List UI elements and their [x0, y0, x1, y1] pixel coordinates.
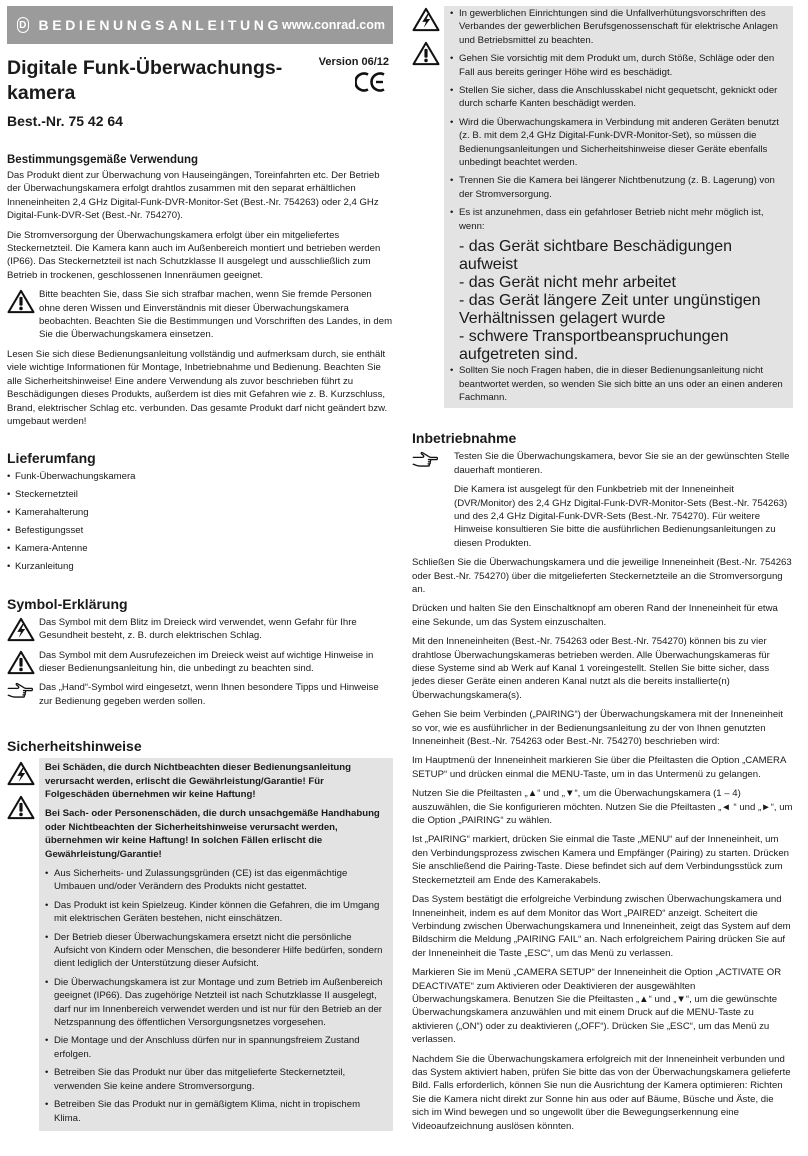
- list-item: • Das Produkt ist kein Spielzeug. Kinder können die Gefahren, die im Umgang mit elektrischen Geräten bestehen, nicht einschätzen.: [45, 899, 387, 926]
- list-item: • Wird die Überwachungskamera in Verbindung mit anderen Geräten benutzt (z. B. mit dem 2,4 GHz Digital-Funk-DVR-Monitor-Set), so müssen die Bedienungsanleitungen und Sicherheitshinweise dieser Geräte ebenfalls unbedingt beachtet werden.: [450, 116, 787, 170]
- symbol-hand-text: Das „Hand“-Symbol wird eingesetzt, wenn Ihnen besondere Tipps und Hinweise zur Bedienung gegeben werden sollen.: [39, 682, 379, 707]
- version-label: Version 06/12: [318, 56, 389, 68]
- header-url: www.conrad.com: [281, 18, 385, 32]
- order-number: Best.-Nr. 75 42 64: [7, 113, 123, 129]
- list-item: - schwere Transportbeanspruchungen aufgetreten sind.: [459, 328, 729, 364]
- condition-list: [450, 238, 787, 364]
- safety-list: [450, 364, 787, 404]
- symbol-exclamation-text: Das Symbol mit dem Ausrufezeichen im Dreieck weist auf wichtige Hinweise in dieser Bedienungsanleitung hin, die unbedingt zu beachten sind.: [39, 649, 374, 674]
- title-row: [7, 56, 393, 106]
- exclamation-warning-icon: [7, 795, 35, 820]
- safety-continued: [412, 6, 793, 408]
- startup-paragraph: Drücken und halten Sie den Einschaltknopf am oberen Rand der Inneneinheit für etwa eine Sekunde, um das System einzuschalten.: [412, 603, 778, 628]
- list-item: • Die Überwachungskamera ist zur Montage und zum Betrieb im Außenbereich geeignet (IP66). Das zugehörige Netzteil ist nach Schutzklasse II ausgelegt, darf nur im Innenbereich verwendet werden und ist nur für den Betrieb an der Netzspannung des öffentlichen Versorgungsnetzes vorgesehen.: [45, 976, 387, 1030]
- list-item: - das Gerät längere Zeit unter ungünstigen Verhältnissen gelagert wurde: [459, 292, 761, 328]
- startup-tip: [412, 450, 793, 556]
- intended-use-paragraph: Lesen Sie sich diese Bedienungsanleitung vollständig und aufmerksam durch, sie enthält viele wichtige Informationen für Montage, Inbetriebnahme und Bedienung. Beachten Sie alle Sicherheitshinweise! Eine andere Verwendung als zuvor beschrieben führt zu Beschädigungen dieses Produkts, außerdem ist dies mit Gefahren wie z. B. Kurzschluss, Brand, elektrischer Schlag etc. verbunden. Das gesamte Produkt darf nicht geändert bzw. umgebaut werden!: [7, 348, 388, 427]
- pointing-hand-icon: [412, 451, 438, 469]
- language-badge: D: [17, 17, 29, 33]
- privacy-warning: [7, 288, 393, 348]
- exclamation-warning-icon: [412, 41, 440, 66]
- list-item: • Aus Sicherheits- und Zulassungsgründen (CE) ist das eigenmächtige Umbauen und/oder Verändern des Produkts nicht gestattet.: [45, 867, 387, 894]
- document-title: Digitale Funk-Überwachungs-kamera: [7, 57, 283, 104]
- list-item: • Kamerahalterung: [7, 506, 393, 519]
- list-item: • Befestigungsset: [7, 524, 393, 537]
- safety-bold-note: Bei Sach- oder Personenschäden, die durch unsachgemäße Handhabung oder Nichtbeachten der Sicherheitshinweise verursacht werden, übernehmen wir keine Haftung! In solchen Fällen erlischt die Gewährleistung/Garantie!: [45, 808, 380, 860]
- list-item: - das Gerät sichtbare Beschädigungen aufweist: [459, 238, 733, 274]
- header-bar: [7, 6, 393, 44]
- ce-mark-icon: [355, 71, 387, 93]
- list-item: - das Gerät nicht mehr arbeitet: [459, 274, 676, 292]
- startup-paragraph: Nutzen Sie die Pfeiltasten „▲“ und „▼“, um die Überwachungskamera (1 – 4) auszuwählen, die Sie konfigurieren möchten. Nutzen Sie die Pfeiltasten „◄ “ und „►“, um die Option „PAIRING“ zu wählen.: [412, 788, 793, 827]
- list-item: • Kurzanleitung: [7, 560, 393, 573]
- list-item: • Gehen Sie vorsichtig mit dem Produkt um, durch Stöße, Schläge oder den Fall aus bereits geringer Höhe wird es beschädigt.: [450, 52, 787, 79]
- delivery-heading: Lieferumfang: [7, 450, 96, 467]
- lightning-warning-icon: [7, 761, 35, 786]
- header-title: BEDIENUNGSANLEITUNG: [38, 17, 282, 33]
- symbol-hand-row: [7, 681, 393, 714]
- list-item: • Der Betrieb dieser Überwachungskamera ersetzt nicht die persönliche Aufsicht von Kindern oder Menschen, die besonderer Hilfe bedürfen, sondern dient lediglich der Unterstützung dieser Aufsicht.: [45, 931, 387, 971]
- exclamation-warning-icon: [7, 650, 35, 675]
- safety-list: [450, 7, 787, 233]
- intended-use-heading: Bestimmungsgemäße Verwendung: [7, 154, 199, 166]
- startup-paragraph: Schließen Sie die Überwachungskamera und die jeweilige Inneneinheit (Best.-Nr. 754263 oder Best.-Nr. 754270) über die mitgelieferten Steckernetzteile an die Stromversorgung an.: [412, 557, 792, 595]
- startup-paragraph: Im Hauptmenü der Inneneinheit markieren Sie über die Pfeiltasten die Option „CAMERA SETUP“ und drücken einmal die MENU-Taste, um in das Untermenü zu gelangen.: [412, 755, 786, 780]
- safety-notes-continued: [444, 6, 793, 408]
- symbol-exclamation-row: [7, 649, 393, 682]
- list-item: • Die Montage und der Anschluss dürfen nur in spannungsfreiem Zustand erfolgen.: [45, 1034, 387, 1061]
- list-item: • Betreiben Sie das Produkt nur über das mitgelieferte Steckernetzteil, verwenden Sie keine andere Stromversorgung.: [45, 1066, 387, 1093]
- list-item: • Stellen Sie sicher, dass die Anschlusskabel nicht gequetscht, geknickt oder durch scharfe Kanten beschädigt werden.: [450, 84, 787, 111]
- startup-paragraph: Ist „PAIRING“ markiert, drücken Sie einmal die Taste „MENU“ auf der Inneneinheit, um den Verbindungsprozess zwischen Kamera und Empfänger (Pairing) zu starten. Drücken Sie anschließend die Pairing-Taste. Diese befindet sich auf dem Verbindungsstück zum Steckernetzteil am Ende des Kamerakabels.: [412, 834, 790, 886]
- symbols-heading: Symbol-Erklärung: [7, 595, 128, 612]
- list-item: • Betreiben Sie das Produkt nur in gemäßigtem Klima, nicht in tropischem Klima.: [45, 1098, 387, 1125]
- pointing-hand-icon: [7, 682, 33, 700]
- startup-tip-text: Testen Sie die Überwachungskamera, bevor Sie sie an der gewünschten Stelle dauerhaft montieren.: [454, 451, 790, 476]
- exclamation-warning-icon: [7, 289, 35, 314]
- symbol-lightning-row: [7, 616, 393, 649]
- right-column: [412, 6, 793, 1139]
- list-item: • Steckernetzteil: [7, 488, 393, 501]
- startup-paragraph: Gehen Sie beim Verbinden („PAIRING“) der Überwachungskamera mit der Inneneinheit so vor, wie es ausführlicher in der Bedienungsanleitung zu der von Ihnen genutzten Inneneinheit (Best.-Nr. 754263 oder Best.-Nr. 754270) beschrieben wird:: [412, 709, 783, 748]
- left-column: [7, 6, 393, 1131]
- lightning-warning-icon: [412, 7, 440, 32]
- intended-use-paragraph: Die Stromversorgung der Überwachungskamera erfolgt über ein mitgeliefertes Steckernetzteil. Die Kamera kann auch im Außenbereich montiert und betrieben werden (IP66). Das Steckernetzteil ist nach Schutzklasse II ausgelegt und ausschließlich zum Betrieb in trockenen, geschlossenen Innenräumen geeignet.: [7, 229, 381, 281]
- list-item: • Funk-Überwachungskamera: [7, 470, 393, 483]
- startup-paragraph: Mit den Inneneinheiten (Best.-Nr. 754263 oder Best.-Nr. 754270) können bis zu vier drahtlose Überwachungskameras betrieben werden. Alle Überwachungskameras für diese Systeme sind ab Werk auf Kanal 1 voreingestellt. Stellen Sie bitte sicher, dass jedes dieser Geräte einen anderen Kanal nutzt als die bereits installierte(n) Überwachungskamera(s).: [412, 636, 770, 701]
- list-item: • Kamera-Antenne: [7, 542, 393, 555]
- startup-paragraph: Markieren Sie im Menü „CAMERA SETUP“ der Inneneinheit die Option „ACTIVATE OR DEACTIVATE“ zum Aktivieren oder Deaktivieren der ausgewählten Überwachungskamera. Benutzen Sie die Pfeiltasten „▲“ und „▼“, um die gewünschte Überwachungskamera anzuwählen und mit einem Druck auf die MENU-Taste zu aktivieren („ON“) oder zu deaktivieren („OFF“). Drücken Sie „ESC“, um das Menü zu verlassen.: [412, 967, 782, 1046]
- list-item: • Sollten Sie noch Fragen haben, die in dieser Bedienungsanleitung nicht beantwortet werden, so wenden Sie sich bitte an uns oder an einen anderen Fachmann.: [450, 364, 787, 404]
- safety-list: [45, 867, 387, 1125]
- safety-notes: [39, 758, 393, 1131]
- startup-tip-text: Die Kamera ist ausgelegt für den Funkbetrieb mit der Inneneinheit (DVR/Monitor) des 2,4 GHz Digital-Funk-DVR-Monitor-Sets (Best.-Nr. 754263) und des 2,4 GHz Digital-Funk-DVR-Sets (Best.-Nr. 754270). Für weitere Hinweise konsultieren Sie bitte die ausführlichen Bedienungsanleitungen zu diesen Produkten.: [454, 484, 788, 549]
- version-box: [319, 56, 389, 106]
- safety-block: [7, 758, 393, 1131]
- privacy-warning-text: Bitte beachten Sie, dass Sie sich strafbar machen, wenn Sie fremde Personen ohne deren Wissen und Einverständnis mit dieser Überwachungskamera beobachten. Beachten Sie die Bestimmungen und Vorschriften des Landes, in dem Sie die Überwachungskamera einsetzen.: [39, 289, 393, 341]
- startup-tip-content: [454, 450, 793, 556]
- list-item: • Es ist anzunehmen, dass ein gefahrloser Betrieb nicht mehr möglich ist, wenn:: [450, 206, 787, 233]
- delivery-list: [7, 470, 393, 573]
- safety-heading: Sicherheitshinweise: [7, 738, 142, 755]
- list-item: • In gewerblichen Einrichtungen sind die Unfallverhütungsvorschriften des Verbandes der gewerblichen Berufsgenossenschaft für elektrische Anlagen und Betriebsmittel zu beachten.: [450, 7, 787, 47]
- intended-use-paragraph: Das Produkt dient zur Überwachung von Hauseingängen, Toreinfahrten etc. Der Betrieb der Überwachungskamera erfolgt drahtlos zusammen mit den separat erhältlichen Inneneinheiten 2,4 GHz Digital-Funk-DVR-Monitor-Set (Best.-Nr. 754263) oder 2,4 GHz Digital-Funk-DVR-Set (Best.-Nr. 754270).: [7, 170, 380, 222]
- safety-bold-note: Bei Schäden, die durch Nichtbeachten dieser Bedienungsanleitung verursacht werden, erlischt die Gewährleistung/Garantie! Für Folgeschäden übernehmen wir keine Haftung!: [45, 762, 351, 800]
- startup-paragraph: Das System bestätigt die erfolgreiche Verbindung zwischen Überwachungskamera und Inneneinheit, indem es auf dem Monitor das Wort „PAIRED“ anzeigt. Scheitert die Verbindung zwischen Überwachungskamera und Inneneinheit, zeigt das System auf dem Bildschirm die Meldung „PAIRING FAIL“ an. Nach erfolgreichem Pairing drücken Sie auf der Inneneinheit die Taste „ESC“, um das Menü zu verlassen.: [412, 894, 791, 959]
- startup-paragraph: Nachdem Sie die Überwachungskamera erfolgreich mit der Inneneinheit verbunden und das System aktiviert haben, prüfen Sie bitte das von der Überwachungskamera gelieferte Bild. Falls erforderlich, können Sie nun die Ausrichtung der Kamera optimieren: Richten Sie die Kamera nicht direkt zur Sonne hin aus oder auf Bäume, Büsche und Äste, die sich im Wind bewegen und so ungewollt über die Bewegungserkennung eine Videoaufzeichnung auslösen könnten.: [412, 1053, 791, 1132]
- symbol-lightning-text: Das Symbol mit dem Blitz im Dreieck wird verwendet, wenn Gefahr für Ihre Gesundheit besteht, z. B. durch elektrischen Schlag.: [39, 616, 357, 642]
- startup-heading: Inbetriebnahme: [412, 430, 517, 447]
- list-item: • Trennen Sie die Kamera bei längerer Nichtbenutzung (z. B. Lagerung) von der Stromversorgung.: [450, 174, 787, 201]
- lightning-warning-icon: [7, 617, 35, 642]
